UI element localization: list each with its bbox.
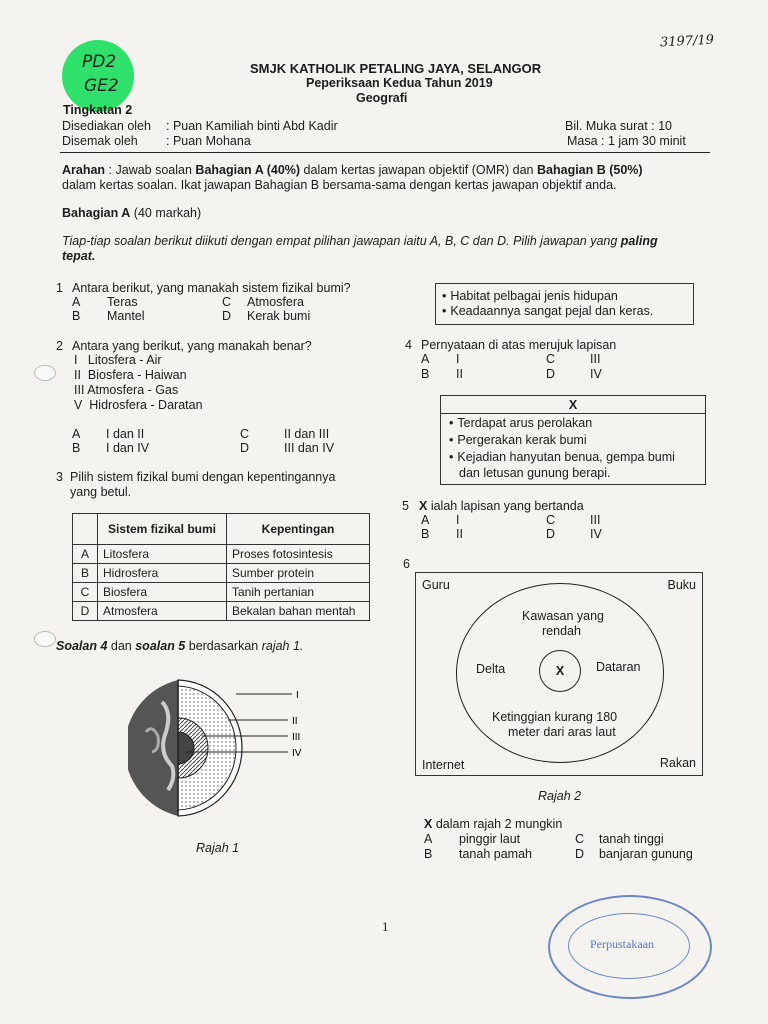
q2-opt-b-letter: B bbox=[72, 441, 81, 455]
q5-opt-c-letter: C bbox=[546, 513, 556, 527]
desc-bold: paling bbox=[620, 234, 658, 248]
q5-opt-d-letter: D bbox=[546, 527, 556, 541]
q4-statement-box bbox=[435, 283, 694, 325]
q4-opt-c-letter: C bbox=[546, 352, 556, 366]
section-desc-line-1 bbox=[62, 234, 658, 248]
q2-opt-d-letter: D bbox=[240, 441, 250, 455]
school-name: SMJK KATHOLIK PETALING JAYA, SELANGOR bbox=[250, 61, 542, 76]
q5-opt-c: III bbox=[590, 513, 601, 527]
layer-label-i: I bbox=[296, 690, 299, 701]
q6-opt-a-letter: A bbox=[424, 832, 433, 846]
part-b-weight: Bahagian B (50%) bbox=[537, 163, 643, 177]
prepared-label: Disediakan oleh bbox=[62, 119, 151, 133]
center-circle bbox=[539, 650, 581, 692]
header-divider bbox=[60, 152, 710, 153]
checked-label: Disemak oleh bbox=[62, 134, 138, 148]
corner-top-left: Guru bbox=[422, 578, 450, 592]
row-letter: C bbox=[73, 583, 98, 602]
q6-opt-a: pinggir laut bbox=[459, 832, 521, 846]
rajah-1-caption: Rajah 1 bbox=[196, 841, 240, 855]
q4-opt-d: IV bbox=[590, 367, 602, 381]
q4-text: Pernyataan di atas merujuk lapisan bbox=[421, 338, 617, 352]
table-row bbox=[73, 545, 370, 564]
level-label: Tingkatan 2 bbox=[63, 103, 133, 117]
q1-number: 1 bbox=[56, 281, 63, 295]
exam-time: Masa : 1 jam 30 minit bbox=[567, 134, 686, 148]
punch-hole bbox=[34, 631, 56, 647]
q2-text: Antara yang berikut, yang manakah benar? bbox=[72, 339, 312, 353]
ref-and: dan bbox=[107, 639, 136, 653]
section-desc-line-2: tepat. bbox=[62, 249, 96, 263]
q1-opt-b-letter: B bbox=[72, 309, 81, 323]
q4-opt-d-letter: D bbox=[546, 367, 556, 381]
q2-opt-b: I dan IV bbox=[106, 441, 150, 455]
q4-opt-a-letter: A bbox=[421, 352, 430, 366]
q6-opt-d: banjaran gunung bbox=[599, 847, 693, 861]
inner-top-1: Kawasan yang bbox=[522, 609, 605, 623]
x-item-3: • Kejadian hanyutan benua, gempa bumi bbox=[449, 450, 675, 464]
q4-opt-a: I bbox=[456, 352, 460, 366]
layer-label-iii: III bbox=[292, 732, 301, 743]
row-letter: D bbox=[73, 602, 98, 621]
row-importance: Proses fotosintesis bbox=[227, 545, 370, 564]
q4-number: 4 bbox=[405, 338, 412, 352]
instructions-label: Arahan bbox=[62, 163, 106, 177]
q1-opt-d: Kerak bumi bbox=[247, 309, 311, 323]
part-a-weight: Bahagian A (40%) bbox=[195, 163, 301, 177]
q2-item-2: II Biosfera - Haiwan bbox=[74, 368, 187, 382]
instructions-text-2: dalam kertas jawapan objektif (OMR) dan bbox=[300, 163, 537, 177]
q2-opt-a-letter: A bbox=[72, 427, 81, 441]
reference-text bbox=[56, 639, 303, 653]
q1-opt-c-letter: C bbox=[222, 295, 232, 309]
x-item-2: • Pergerakan kerak bumi bbox=[449, 433, 587, 447]
q5-opt-a: I bbox=[456, 513, 460, 527]
q3-number: 3 bbox=[56, 470, 63, 484]
library-stamp bbox=[548, 895, 712, 999]
x-box-title: X bbox=[568, 398, 578, 412]
ref-q4: Soalan 4 bbox=[56, 639, 108, 653]
q2-opt-a: I dan II bbox=[106, 427, 145, 441]
punch-hole bbox=[34, 365, 56, 381]
exam-title: Peperiksaan Kedua Tahun 2019 bbox=[306, 76, 493, 90]
page-count: Bil. Muka surat : 10 bbox=[565, 119, 672, 133]
row-importance: Sumber protein bbox=[227, 564, 370, 583]
corner-top-right: Buku bbox=[667, 578, 696, 592]
sticker-line-2: GE2 bbox=[84, 76, 119, 96]
row-system: Hidrosfera bbox=[98, 564, 227, 583]
inner-bottom-2: meter dari aras laut bbox=[508, 725, 616, 739]
section-title bbox=[62, 206, 201, 220]
header-importance: Kepentingan bbox=[227, 514, 370, 545]
earth-layers-diagram bbox=[128, 672, 318, 822]
layer-label-ii: II bbox=[292, 716, 298, 727]
row-system: Biosfera bbox=[98, 583, 227, 602]
inner-left: Delta bbox=[476, 662, 506, 676]
x-item-1: • Terdapat arus perolakan bbox=[449, 416, 592, 430]
q6-opt-c-letter: C bbox=[575, 832, 585, 846]
q4-opt-b: II bbox=[456, 367, 463, 381]
desc-text: Tiap-tiap soalan berikut diikuti dengan empat pilihan jawapan iaitu A, B, C dan D. Pilih jawapan yang bbox=[62, 234, 621, 248]
layer-label-iv: IV bbox=[292, 748, 302, 759]
q5-opt-b: II bbox=[456, 527, 463, 541]
row-importance: Tanih pertanian bbox=[227, 583, 370, 602]
instructions-line-1 bbox=[62, 163, 643, 177]
green-sticker bbox=[62, 40, 134, 112]
q5-opt-a-letter: A bbox=[421, 513, 430, 527]
header-system: Sistem fizikal bumi bbox=[98, 514, 227, 545]
q5-opt-d: IV bbox=[590, 527, 602, 541]
q3-text-2: yang betul. bbox=[70, 485, 132, 499]
section-name: Bahagian A bbox=[62, 206, 131, 220]
table-row bbox=[73, 564, 370, 583]
sticker-line-1: PD2 bbox=[82, 52, 117, 72]
q6-opt-b: tanah pamah bbox=[459, 847, 532, 861]
q2-item-1: I Litosfera - Air bbox=[74, 353, 162, 367]
corner-bottom-left: Internet bbox=[422, 758, 465, 772]
table-row bbox=[73, 583, 370, 602]
row-letter: A bbox=[73, 545, 98, 564]
q6-opt-c: tanah tinggi bbox=[599, 832, 664, 846]
x-box-header bbox=[441, 396, 705, 414]
handwritten-code: 3197/19 bbox=[659, 32, 715, 51]
q1-opt-a-letter: A bbox=[72, 295, 81, 309]
x-box bbox=[440, 395, 706, 485]
q5-number: 5 bbox=[402, 499, 409, 513]
earth-surface bbox=[128, 680, 178, 816]
q6-text: dalam rajah 2 mungkin bbox=[432, 817, 563, 831]
ref-rajah: rajah 1. bbox=[261, 639, 304, 653]
q6-opt-d-letter: D bbox=[575, 847, 585, 861]
q1-text: Antara berikut, yang manakah sistem fizikal bumi? bbox=[72, 281, 351, 295]
ref-rest: berdasarkan bbox=[185, 639, 262, 653]
section-marks: (40 markah) bbox=[130, 206, 202, 220]
instructions-line-2: dalam kertas soalan. Ikat jawapan Bahagian B bersama-sama dengan kertas jawapan objektif anda. bbox=[62, 178, 617, 192]
row-system: Atmosfera bbox=[98, 602, 227, 621]
row-system: Litosfera bbox=[98, 545, 227, 564]
inner-top-2: rendah bbox=[542, 624, 581, 638]
q3-table bbox=[72, 513, 370, 621]
q1-opt-d-letter: D bbox=[222, 309, 232, 323]
q2-opt-d: III dan IV bbox=[284, 441, 335, 455]
q4-statement-1: • Habitat pelbagai jenis hidupan bbox=[442, 289, 618, 303]
q2-item-4: V Hidrosfera - Daratan bbox=[74, 398, 203, 412]
instructions-text-1: : Jawab soalan bbox=[105, 163, 196, 177]
q6-x: X bbox=[424, 817, 433, 831]
q5-text: ialah lapisan yang bertanda bbox=[427, 499, 584, 513]
q2-number: 2 bbox=[56, 339, 63, 353]
rajah-2-diagram bbox=[415, 572, 703, 776]
q1-opt-c: Atmosfera bbox=[247, 295, 304, 309]
row-importance: Bekalan bahan mentah bbox=[227, 602, 370, 621]
q3-text-1: Pilih sistem fizikal bumi dengan kepentingannya bbox=[70, 470, 336, 484]
q5-x: X bbox=[419, 499, 428, 513]
q1-opt-a: Teras bbox=[107, 295, 138, 309]
q5-text-wrap bbox=[419, 499, 584, 513]
table-row bbox=[73, 602, 370, 621]
center-x: X bbox=[555, 664, 565, 678]
q5-opt-b-letter: B bbox=[421, 527, 430, 541]
q1-opt-b: Mantel bbox=[107, 309, 145, 323]
row-letter: B bbox=[73, 564, 98, 583]
q4-statement-2: • Keadaannya sangat pejal dan keras. bbox=[442, 304, 653, 318]
prepared-by: : Puan Kamiliah binti Abd Kadir bbox=[166, 119, 338, 133]
inner-right: Dataran bbox=[596, 660, 641, 674]
q2-item-3: III Atmosfera - Gas bbox=[74, 383, 179, 397]
corner-bottom-right: Rakan bbox=[659, 756, 696, 770]
subject-title: Geografi bbox=[356, 91, 408, 105]
page-number: 1 bbox=[382, 919, 389, 934]
q6-text-wrap bbox=[424, 817, 562, 831]
q2-opt-c: II dan III bbox=[284, 427, 330, 441]
stamp-text: Perpustakaan bbox=[590, 937, 654, 951]
rajah-2-caption: Rajah 2 bbox=[538, 789, 582, 803]
x-item-3-cont: dan letusan gunung berapi. bbox=[459, 466, 611, 480]
q4-opt-b-letter: B bbox=[421, 367, 430, 381]
checked-by: : Puan Mohana bbox=[166, 134, 251, 148]
q6-number: 6 bbox=[403, 557, 410, 571]
ref-q5: soalan 5 bbox=[135, 639, 186, 653]
q2-opt-c-letter: C bbox=[240, 427, 250, 441]
q6-opt-b-letter: B bbox=[424, 847, 433, 861]
inner-bottom-1: Ketinggian kurang 180 bbox=[492, 710, 618, 724]
table-corner bbox=[73, 514, 98, 545]
q4-opt-c: III bbox=[590, 352, 601, 366]
